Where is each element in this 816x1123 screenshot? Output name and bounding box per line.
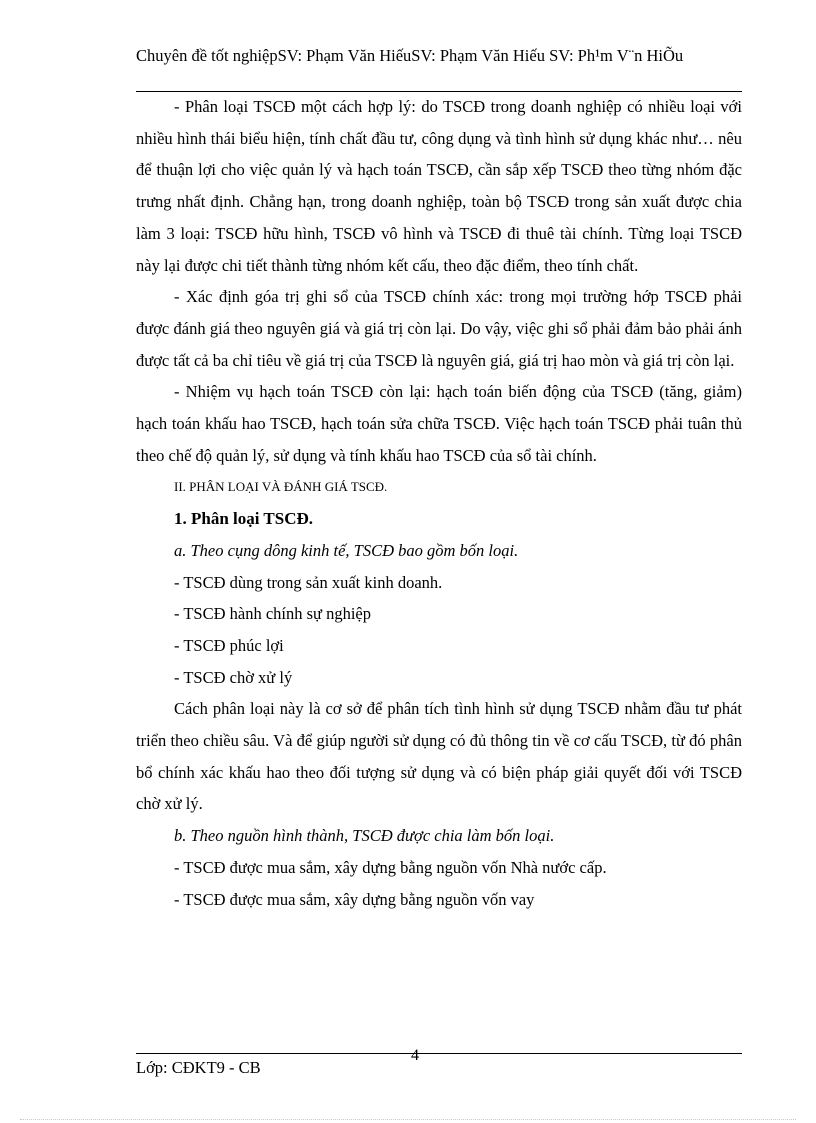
- page-number: 4: [411, 1047, 419, 1064]
- document-body: [136, 91, 742, 915]
- section-title: II. PHÂN LOẠI VÀ ĐÁNH GIÁ TSCĐ.: [174, 479, 388, 495]
- subheading-a: a. Theo cụng dông kinh tế, TSCĐ bao gồm bốn loại.: [174, 540, 519, 560]
- paragraph-classification: - Phân loại TSCĐ một cách hợp lý: do TSCĐ trong doanh nghiệp có nhiều loại với nhiều hình thái biểu hiện, tính chất đầu tư, công dụng và tình hình sử dụng khác như… nêu để thuận lợi cho việc quản lý và hạch toán TSCĐ, cần sắp xếp TSCĐ theo từng nhóm đặc trưng nhất định. Chẳng hạn, trong doanh nghiệp, toàn bộ TSCĐ trong sản xuất được chia làm 3 loại: TSCĐ hữu hình, TSCĐ vô hình và TSCĐ đi thuê tài chính. Từng loại TSCĐ này lại được chi tiết thành từng nhóm kết cấu, theo đặc điểm, theo tính chất.: [136, 97, 742, 275]
- subsection-title: 1. Phân loại TSCĐ.: [174, 509, 314, 529]
- page-header: Chuyên đề tốt nghiệpSV: Phạm Văn HiếuSV: Phạm Văn Hiếu SV: Ph¹m V¨n HiÕu: [136, 46, 684, 65]
- list-item: - TSCĐ dùng trong sản xuất kinh doanh.: [174, 572, 443, 592]
- footer-divider: [136, 1053, 742, 1054]
- list-item: - TSCĐ được mua sắm, xây dựng bằng nguồn vốn Nhà nước cấp.: [174, 857, 607, 877]
- paragraph-accounting-tasks: - Nhiệm vụ hạch toán TSCĐ còn lại: hạch toán biến động của TSCĐ (tăng, giảm) hạch toán khấu hao TSCĐ, hạch toán sửa chữa TSCĐ. Việc hạch toán TSCĐ phải tuân thủ theo chế độ quản lý, sử dụng và tính khấu hao TSCĐ của sổ tài chính.: [136, 382, 742, 465]
- footer-class-label: Lớp: CĐKT9 - CB: [136, 1058, 261, 1077]
- list-item: - TSCĐ chờ xử lý: [174, 667, 293, 687]
- page-edge-divider: [20, 1119, 796, 1120]
- list-item: - TSCĐ được mua sắm, xây dựng bằng nguồn vốn vay: [174, 889, 535, 909]
- subheading-b: b. Theo nguồn hình thành, TSCĐ được chia làm bốn loại.: [174, 826, 555, 846]
- paragraph-book-value: - Xác định góa trị ghi sổ của TSCĐ chính xác: trong mọi trường hớp TSCĐ phải được đánh giá theo nguyên giá và giá trị còn lại. Do vậy, việc ghi sổ phải đảm bảo phải ánh được tất cả ba chỉ tiêu về giá trị của TSCĐ là nguyên giá, giá trị hao mòn và giá trị còn lại.: [136, 287, 742, 370]
- list-item: - TSCĐ hành chính sự nghiệp: [174, 604, 372, 624]
- paragraph-purpose: Cách phân loại này là cơ sở để phân tích tình hình sử dụng TSCĐ nhằm đầu tư phát triển theo chiều sâu. Và để giúp người sử dụng có đủ thông tin về cơ cấu TSCĐ, từ đó phân bổ chính xác khấu hao theo đối tượng sử dụng và có biện pháp giải quyết đối với TSCĐ chờ xử lý.: [136, 699, 742, 814]
- list-item: - TSCĐ phúc lợi: [174, 635, 284, 655]
